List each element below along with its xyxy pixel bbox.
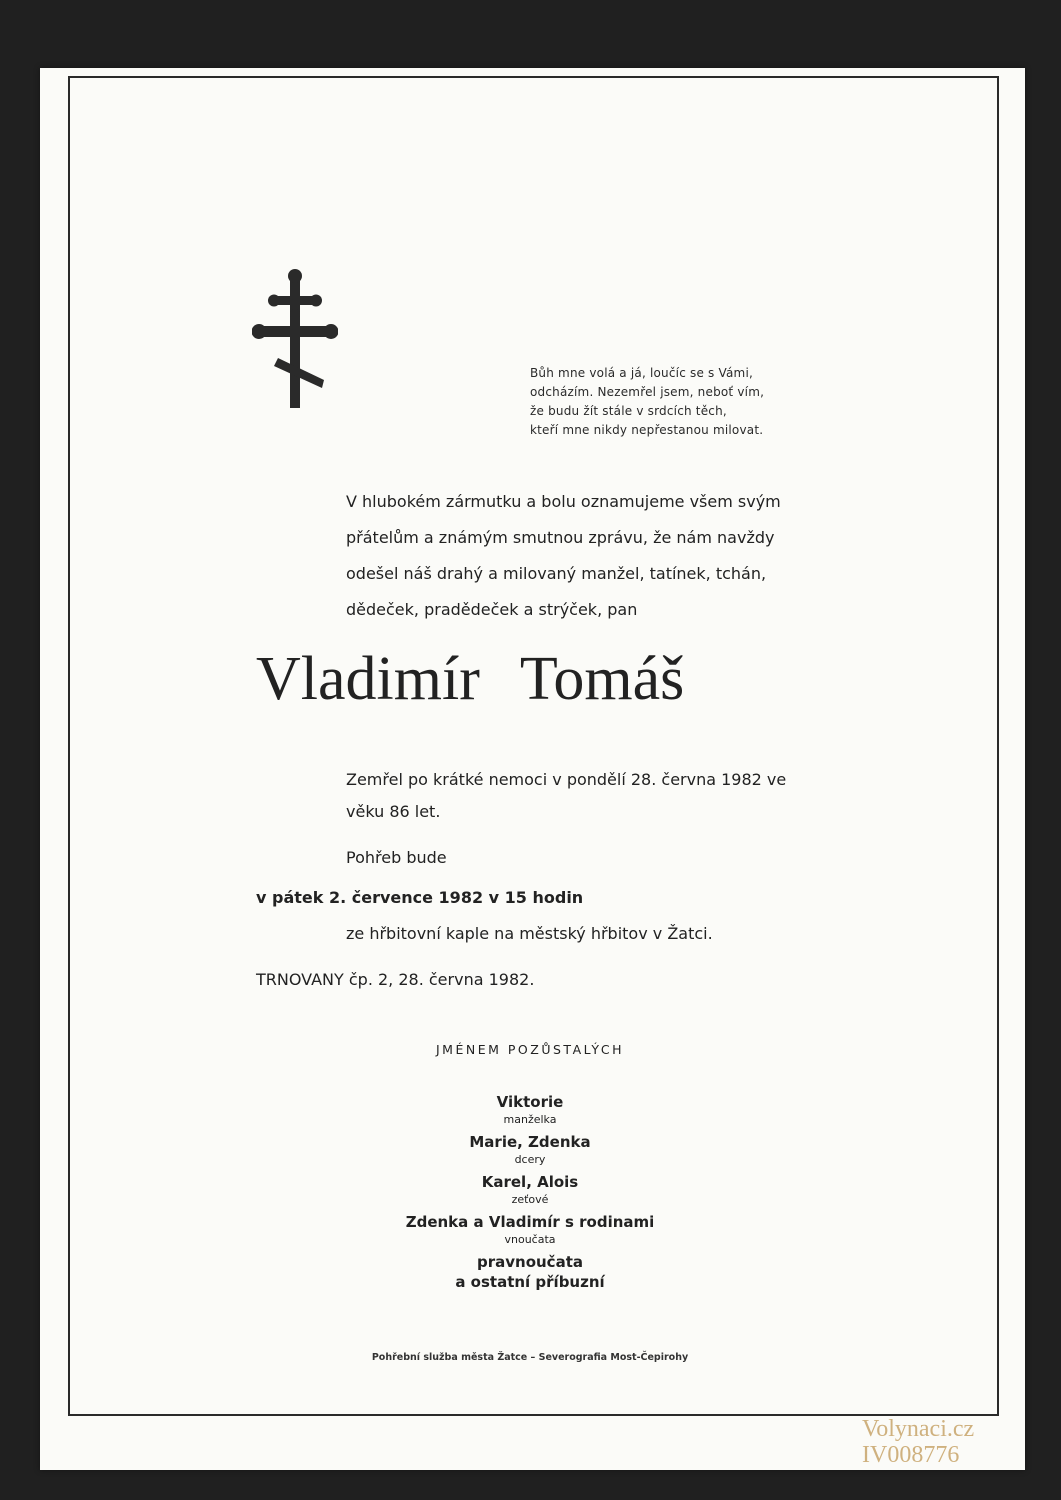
watermark-site: Volynaci.cz xyxy=(862,1416,975,1442)
announcement-line: odešel náš drahý a milovaný manžel, tatínek, tchán, xyxy=(346,564,767,583)
survivor-relation: vnoučata xyxy=(504,1233,556,1246)
survivors-heading: JMÉNEM POZŮSTALÝCH xyxy=(436,1042,624,1057)
survivor-name: Zdenka a Vladimír s rodinami xyxy=(405,1213,655,1231)
survivors-list xyxy=(330,1092,730,1292)
deceased-name xyxy=(256,644,684,715)
deceased-surname: Tomáš xyxy=(519,645,685,713)
epigraph xyxy=(530,364,810,440)
epigraph-line: kteří mne nikdy nepřestanou milovat. xyxy=(530,423,764,437)
announcement-line: přátelům a známým smutnou zprávu, že nám navždy xyxy=(346,528,775,547)
orthodox-cross-icon xyxy=(252,268,338,410)
survivor-name: pravnoučata xyxy=(476,1253,583,1271)
survivor-name: Karel, Alois xyxy=(481,1173,579,1191)
printer-footer: Pohřební služba města Žatce – Severografia Most-Čepirohy xyxy=(371,1352,689,1363)
survivor-item xyxy=(330,1252,730,1272)
survivor-name: a ostatní příbuzní xyxy=(455,1273,605,1291)
survivor-relation: dcery xyxy=(514,1153,546,1166)
place-date: TRNOVANY čp. 2, 28. června 1982. xyxy=(256,970,535,989)
funeral-time: v pátek 2. července 1982 v 15 hodin xyxy=(256,888,584,907)
survivor-name: Marie, Zdenka xyxy=(469,1133,591,1151)
announcement-line: V hlubokém zármutku a bolu oznamujeme všem svým xyxy=(346,492,781,511)
survivor-item xyxy=(330,1132,730,1168)
death-line: věku 86 let. xyxy=(346,802,441,821)
deceased-first-name: Vladimír xyxy=(256,645,480,713)
funeral-label: Pohřeb bude xyxy=(346,848,447,867)
death-notice xyxy=(346,764,816,828)
survivor-item xyxy=(330,1092,730,1128)
survivor-item xyxy=(330,1212,730,1248)
survivor-relation: zeťové xyxy=(511,1193,549,1206)
survivor-item xyxy=(330,1172,730,1208)
archive-watermark xyxy=(862,1416,1032,1468)
survivor-name: Viktorie xyxy=(496,1093,564,1111)
watermark-id: IV008776 xyxy=(862,1442,960,1468)
epigraph-line: že budu žít stále v srdcích těch, xyxy=(530,404,727,418)
epigraph-line: Bůh mne volá a já, loučíc se s Vámi, xyxy=(530,366,753,380)
death-line: Zemřel po krátké nemoci v pondělí 28. června 1982 ve xyxy=(346,770,787,789)
announcement-text xyxy=(346,484,806,628)
survivor-relation: manželka xyxy=(503,1113,557,1126)
funeral-place: ze hřbitovní kaple na městský hřbitov v Žatci. xyxy=(346,924,713,943)
announcement-line: dědeček, pradědeček a strýček, pan xyxy=(346,600,638,619)
survivor-item xyxy=(330,1272,730,1292)
epigraph-line: odcházím. Nezemřel jsem, neboť vím, xyxy=(530,385,765,399)
